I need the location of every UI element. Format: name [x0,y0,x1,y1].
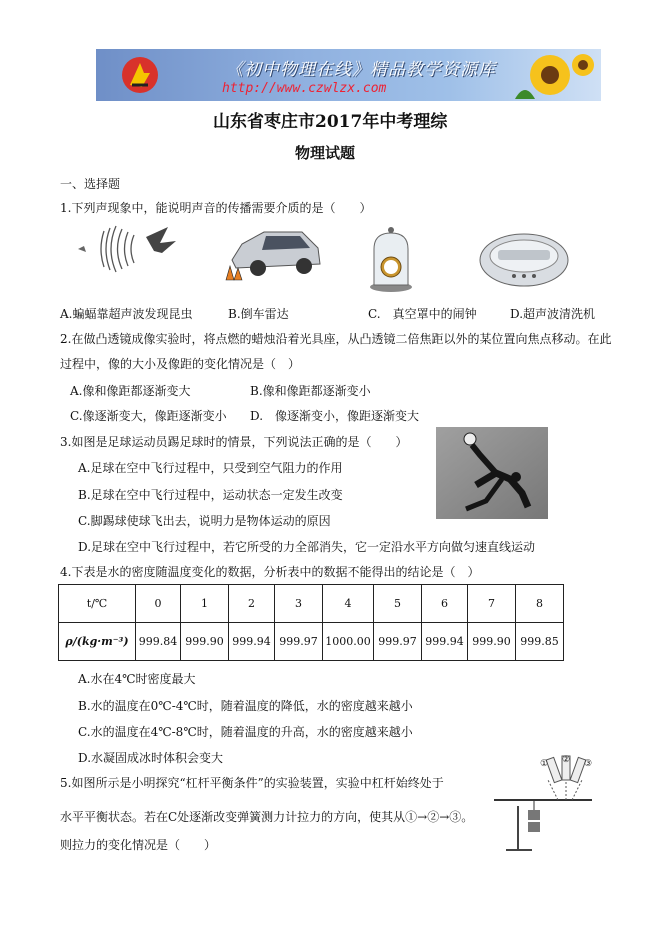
q3-option-a: A.足球在空中飞行过程中，只受到空气阻力的作用 [78,461,343,475]
q3-option-d: D.足球在空中飞行过程中，若它所受的力全部消失，它一定沿水平方向做匀速直线运动 [78,540,536,554]
car-figure [224,222,324,282]
logo-icon [120,55,160,95]
q2-option-c: C.像逐渐变大，像距逐渐变小 [70,409,227,423]
table-cell: 999.85 [516,623,564,661]
q5-line2: 水平平衡状态。若在C处逐渐改变弹簧测力计拉力的方向，使其从①→②→③。 [60,810,474,824]
q1-option-b: B.倒车雷达 [228,307,289,321]
q2-stem-line1: 2.在做凸透镜成像实验时，将点燃的蜡烛沿着光具座，从凸透镜二倍焦距以外的某位置向焦点移动。在此 [60,332,612,346]
q2-stem-line2: 过程中，像的大小及像距的变化情况是（ ） [60,357,301,371]
bell-jar-figure [368,227,414,293]
header-banner [96,49,601,101]
football-player-figure [436,427,548,519]
table-cell: 2 [229,585,275,623]
q3-stem: 3.如图是足球运动员踢足球时的情景，下列说法正确的是（ ） [60,435,408,449]
table-cell: 1 [181,585,229,623]
table-cell: 3 [275,585,323,623]
q3-option-c: C.脚踢球使球飞出去，说明力是物体运动的原因 [78,514,331,528]
q2-option-b: B.像和像距都逐渐变小 [250,384,371,398]
table-cell: 1000.00 [323,623,374,661]
table-cell: 0 [136,585,181,623]
table-row [59,585,564,623]
sunflower-icon [505,51,595,99]
label-1: ① [540,759,549,769]
table-cell: 4 [323,585,374,623]
label-3: ③ [584,759,593,769]
q4-stem: 4.下表是水的密度随温度变化的数据，分析表中的数据不能得出的结论是（ ） [60,565,480,579]
section-heading: 一、选择题 [60,177,121,191]
table-cell: 6 [422,585,468,623]
table-cell: 999.97 [374,623,422,661]
lever-apparatus-figure [488,752,598,852]
q4-option-c: C.水的温度在4℃-8℃时，随着温度的升高，水的密度越来越小 [78,725,413,739]
q4-option-a: A.水在4℃时密度最大 [78,672,196,686]
table-cell: 7 [468,585,516,623]
q1-option-d: D.超声波清洗机 [510,307,596,321]
table-cell: 999.90 [468,623,516,661]
q4-option-b: B.水的温度在0℃-4℃时，随着温度的降低，水的密度越来越小 [78,699,413,713]
bat-figure [76,223,186,275]
q1-stem: 1.下列声现象中，能说明声音的传播需要介质的是（ ） [60,201,372,215]
q2-option-a: A.像和像距都逐渐变大 [70,384,191,398]
banner-url: http://www.czwlzx.com [222,81,387,96]
page-subtitle: 物理试题 [295,144,356,162]
q3-option-b: B.足球在空中飞行过程中，运动状态一定发生改变 [78,488,343,502]
table-cell: 999.84 [136,623,181,661]
q1-option-a: A.蝙蝠靠超声波发现昆虫 [60,307,193,321]
table-cell: 999.97 [275,623,323,661]
density-table [58,584,564,661]
table-header-cell: ρ/(kg·m⁻³) [59,623,136,661]
ultrasonic-cleaner-figure [478,230,570,288]
table-cell: 5 [374,585,422,623]
table-cell: 8 [516,585,564,623]
label-2: ② [562,755,571,765]
q4-option-d: D.水凝固成冰时体积会变大 [78,751,224,765]
page-title: 山东省枣庄市2017年中考理综 [213,112,448,132]
table-row [59,623,564,661]
q1-option-c: C. 真空罩中的闹钟 [368,307,477,321]
table-cell: 999.94 [229,623,275,661]
table-header-cell: t/℃ [59,585,136,623]
q2-option-d: D. 像逐渐变小，像距逐渐变大 [250,409,420,423]
q5-line1: 5.如图所示是小明探究“杠杆平衡条件”的实验装置，实验中杠杆始终处于 [60,776,444,790]
banner-title: 《初中物理在线》精品教学资源库 [226,60,496,80]
table-cell: 999.94 [422,623,468,661]
q5-line3: 则拉力的变化情况是（ ） [60,838,217,852]
table-cell: 999.90 [181,623,229,661]
